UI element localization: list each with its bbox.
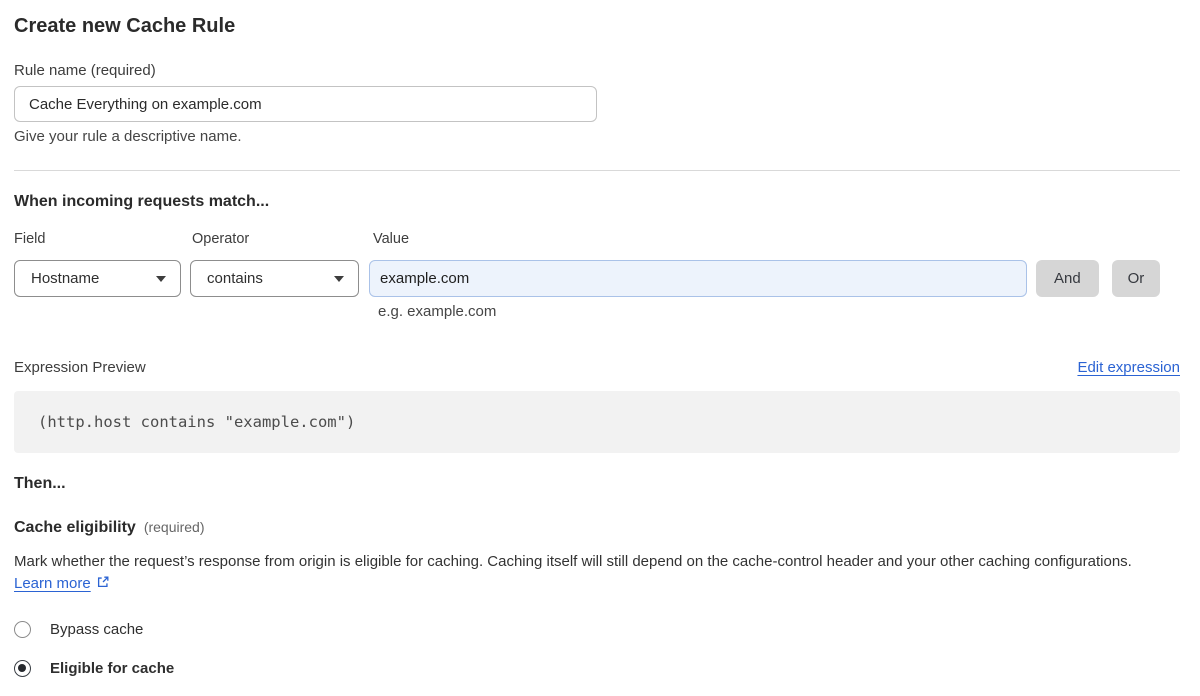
match-condition-row [14,260,1160,297]
cache-eligibility-heading-row [14,517,1160,538]
edit-expression-link[interactable]: Edit expression [1077,359,1180,376]
value-input[interactable] [369,260,1027,297]
radio-button-icon[interactable] [14,621,31,638]
cache-eligibility-description [14,551,1160,596]
value-column-label: Value [373,231,410,247]
and-button[interactable]: And [1036,260,1099,297]
page-title: Create new Cache Rule [14,15,236,37]
learn-more-link[interactable]: Learn more [14,575,91,592]
chevron-down-icon [156,276,166,282]
rule-name-label: Rule name (required) [14,62,156,79]
match-column-labels [14,231,1160,248]
value-helper: e.g. example.com [378,303,497,320]
expression-preview-code [14,391,1180,453]
radio-option-eligible-for-cache[interactable] [14,658,1160,678]
operator-select-value: contains [207,270,263,287]
field-select[interactable] [14,260,181,297]
expression-preview-label: Expression Preview [14,359,146,376]
rule-name-helper: Give your rule a descriptive name. [14,128,242,145]
or-button[interactable]: Or [1112,260,1160,297]
chevron-down-icon [334,276,344,282]
required-note: (required) [143,519,205,535]
match-section-heading: When incoming requests match... [14,193,270,210]
radio-button-icon[interactable] [14,660,31,677]
cache-eligibility-heading: Cache eligibility [14,519,136,536]
radio-option-label[interactable]: Eligible for cache [50,659,175,677]
operator-column-label: Operator [192,231,250,247]
radio-option-bypass-cache[interactable] [14,619,1160,639]
field-column-label: Field [14,231,46,247]
section-divider [14,170,1180,171]
external-link-icon [96,574,110,596]
rule-name-input[interactable] [14,86,597,122]
expression-preview-row [14,358,1180,377]
radio-option-label[interactable]: Bypass cache [50,620,144,638]
field-select-value: Hostname [31,270,100,287]
operator-select[interactable] [190,260,359,297]
expression-code-text: (http.host contains "example.com") [38,413,356,431]
then-section-heading: Then... [14,475,66,492]
description-text: Mark whether the request’s response from origin is eligible for caching. Caching itself will still depend on the cache-control header and your other caching configurations. [14,553,1132,570]
